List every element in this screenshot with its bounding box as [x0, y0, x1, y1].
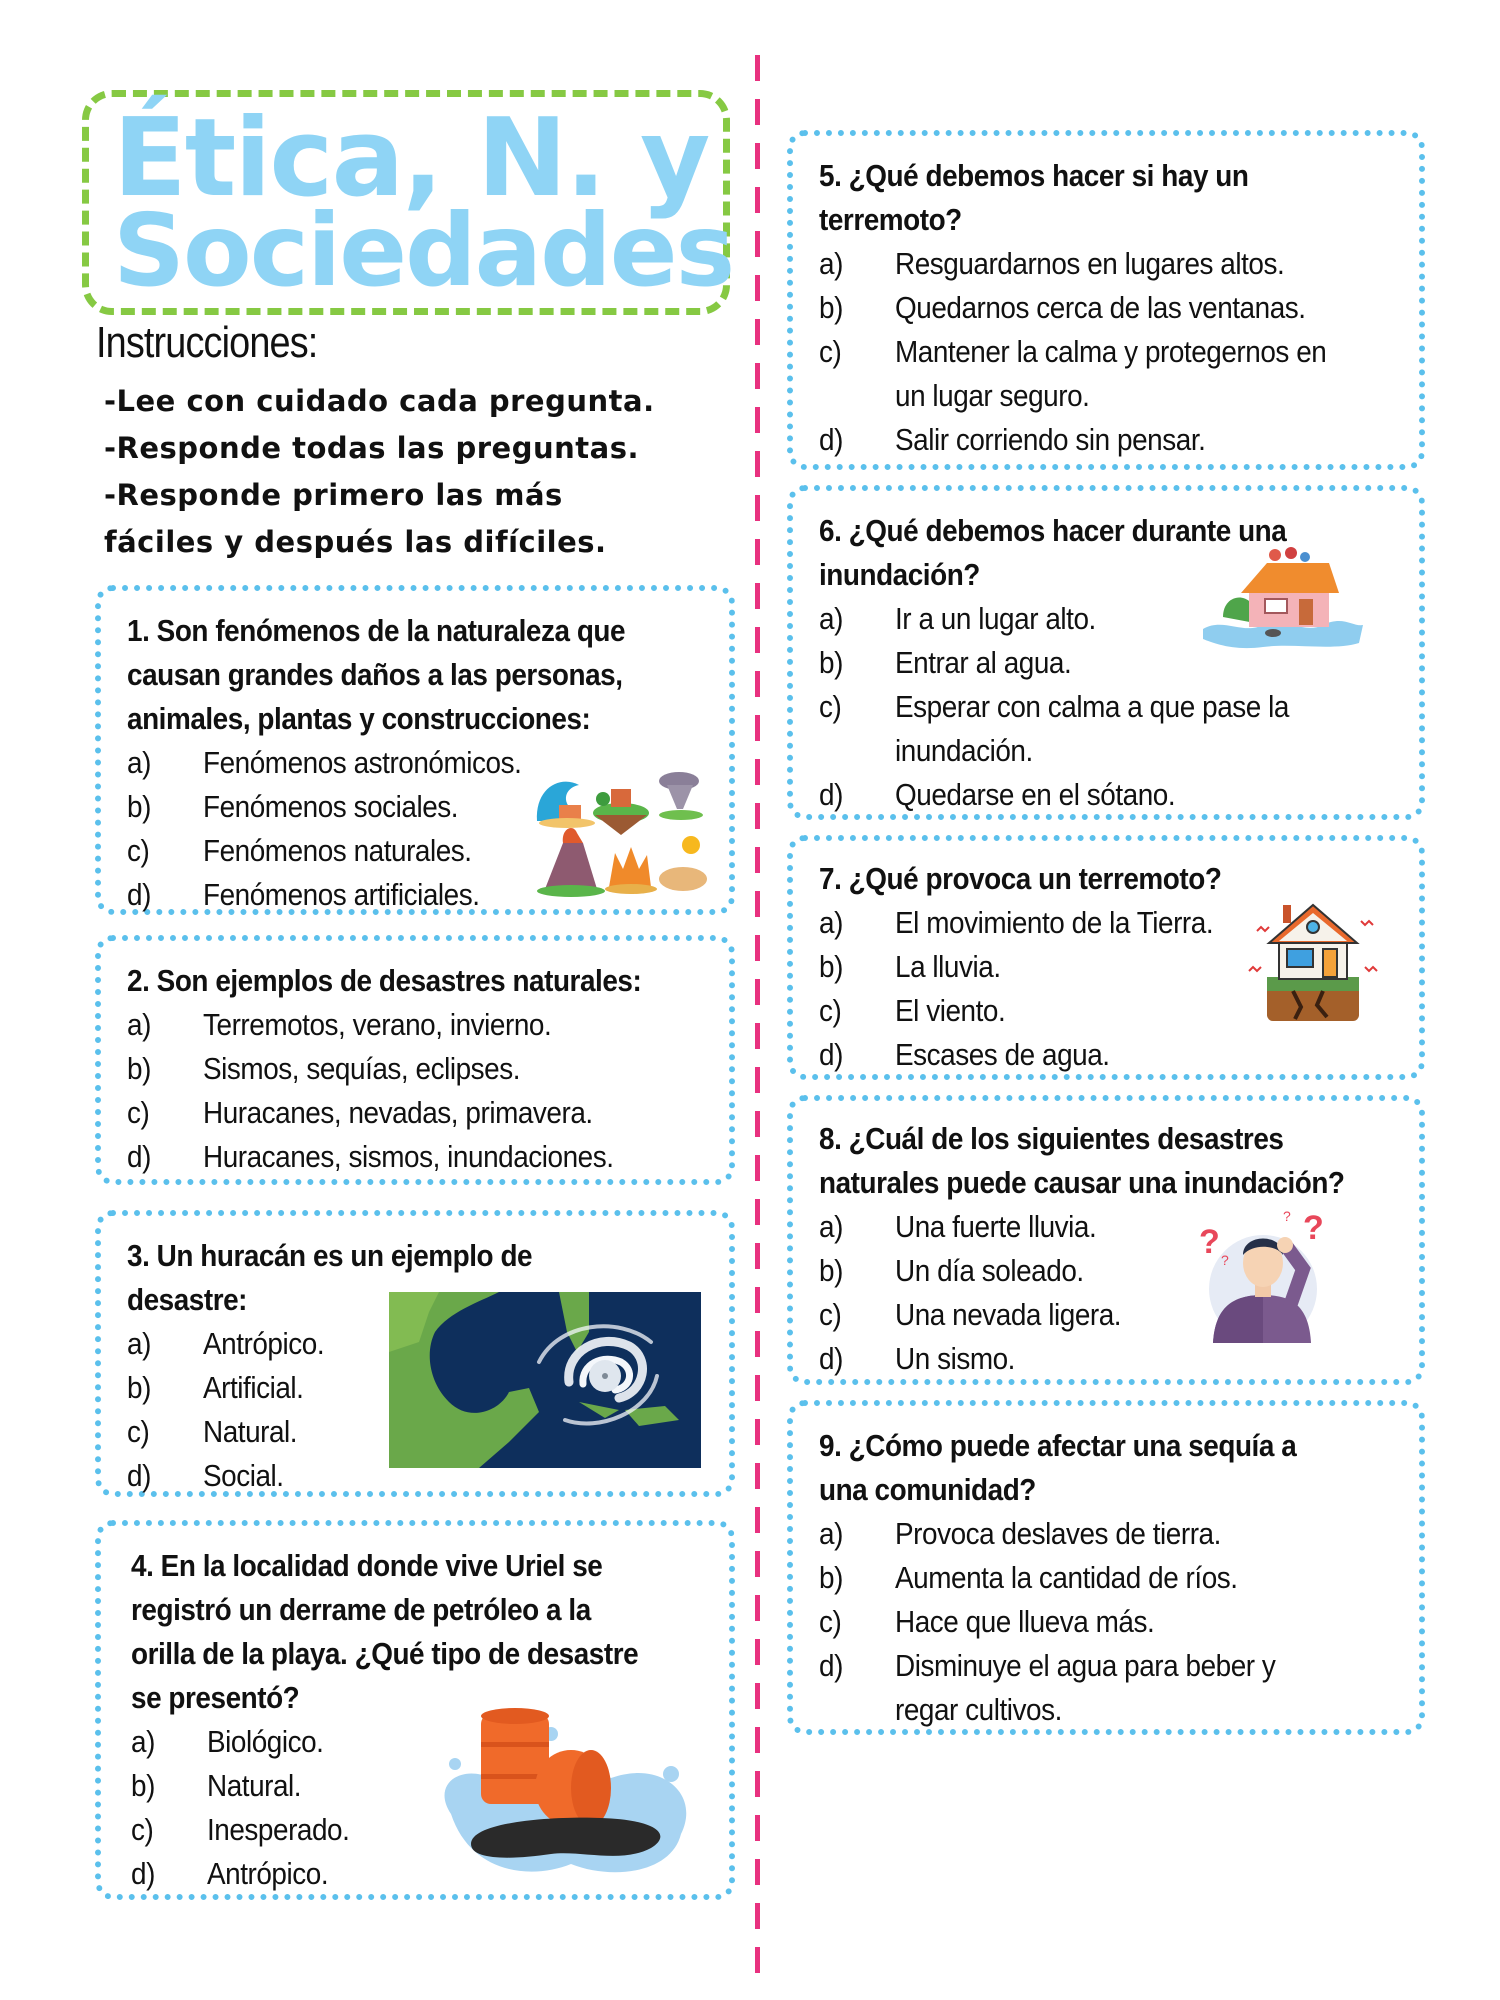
- option-d[interactable]: [819, 1644, 1393, 1732]
- option-label: a): [819, 1516, 843, 1551]
- question-8-text-line: 8. ¿Cuál de los siguientes desastres: [819, 1121, 1284, 1156]
- option-text: El viento.: [895, 993, 1006, 1028]
- option-label: c): [127, 1095, 150, 1130]
- option-text: Sismos, sequías, eclipses.: [203, 1051, 521, 1086]
- option-label: c): [819, 334, 842, 369]
- option-label: a): [819, 1209, 843, 1244]
- option-text: Aumenta la cantidad de ríos.: [895, 1560, 1238, 1595]
- option-text: Huracanes, nevadas, primavera.: [203, 1095, 593, 1130]
- option-d[interactable]: [127, 1135, 703, 1179]
- option-text: Ir a un lugar alto.: [895, 601, 1096, 636]
- option-label: d): [127, 1139, 151, 1174]
- question-2-text-line: 2. Son ejemplos de desastres naturales:: [127, 963, 642, 998]
- option-label: d): [819, 422, 843, 457]
- option-label: b): [819, 645, 843, 680]
- question-7-box: [787, 835, 1425, 1080]
- question-6-text-line: 6. ¿Qué debemos hacer durante una: [819, 513, 1287, 548]
- option-c[interactable]: [819, 1600, 1393, 1644]
- option-label: a): [819, 601, 843, 636]
- option-text: Natural.: [207, 1768, 302, 1803]
- option-label: d): [819, 777, 843, 812]
- option-text: Disminuye el agua para beber y regar cultivos.: [895, 1648, 1276, 1727]
- option-b[interactable]: [127, 1047, 703, 1091]
- natural-disasters-illustration: [531, 769, 711, 899]
- option-text: Fenómenos naturales.: [203, 833, 472, 868]
- question-8-text-line: naturales puede causar una inundación?: [819, 1165, 1345, 1200]
- question-3-text-line: 3. Un huracán es un ejemplo de: [127, 1238, 533, 1273]
- option-label: d): [819, 1037, 843, 1072]
- option-label: b): [127, 1051, 151, 1086]
- option-label: a): [127, 1326, 151, 1361]
- instruction-item: -Responde primero las más: [104, 478, 563, 512]
- question-1-text-line: animales, plantas y construcciones:: [127, 701, 591, 736]
- option-text: Terremotos, verano, invierno.: [203, 1007, 552, 1042]
- option-label: a): [819, 246, 843, 281]
- option-label: d): [131, 1856, 155, 1891]
- svg-text:?: ?: [1283, 1209, 1291, 1224]
- option-label: a): [127, 1007, 151, 1042]
- option-text: Una nevada ligera.: [895, 1297, 1122, 1332]
- option-text: Entrar al agua.: [895, 645, 1072, 680]
- option-label: b): [819, 1560, 843, 1595]
- question-4-text-line: 4. En la localidad donde vive Uriel se: [131, 1548, 603, 1583]
- option-text: Artificial.: [203, 1370, 304, 1405]
- option-text: Quedarse en el sótano.: [895, 777, 1176, 812]
- option-label: b): [127, 789, 151, 824]
- question-4-text-line: orilla de la playa. ¿Qué tipo de desastre: [131, 1636, 639, 1671]
- option-label: a): [127, 745, 151, 780]
- option-label: a): [131, 1724, 155, 1759]
- option-text: La lluvia.: [895, 949, 1001, 984]
- question-9-text-line: 9. ¿Cómo puede afectar una sequía a: [819, 1428, 1297, 1463]
- option-text: Escases de agua.: [895, 1037, 1110, 1072]
- option-d[interactable]: [819, 1033, 1393, 1077]
- question-6-box: [787, 485, 1425, 820]
- shaking-house-illustration: [1243, 891, 1383, 1031]
- question-3-text-line: desastre:: [127, 1282, 248, 1317]
- option-label: c): [127, 1414, 150, 1449]
- question-4-text-line: se presentó?: [131, 1680, 300, 1715]
- oil-spill-illustration: [431, 1704, 701, 1884]
- question-2-box: [95, 935, 735, 1185]
- option-text: Resguardarnos en lugares altos.: [895, 246, 1285, 281]
- option-text: Salir corriendo sin pensar.: [895, 422, 1206, 457]
- option-label: c): [819, 689, 842, 724]
- option-label: c): [819, 1604, 842, 1639]
- option-label: b): [819, 949, 843, 984]
- question-5-box: [787, 130, 1425, 470]
- question-5-text-line: terremoto?: [819, 202, 962, 237]
- instruction-item: -Lee con cuidado cada pregunta.: [104, 384, 655, 418]
- option-label: c): [127, 833, 150, 868]
- instruction-item: -Responde todas las preguntas.: [104, 431, 639, 465]
- option-d[interactable]: [819, 418, 1393, 462]
- option-c[interactable]: [819, 330, 1393, 418]
- option-text: Fenómenos sociales.: [203, 789, 459, 824]
- option-label: d): [127, 877, 151, 912]
- question-1-box: [95, 585, 735, 915]
- option-text: Fenómenos astronómicos.: [203, 745, 522, 780]
- option-label: d): [819, 1648, 843, 1683]
- option-label: c): [131, 1812, 154, 1847]
- option-text: Natural.: [203, 1414, 298, 1449]
- question-7-text-line: 7. ¿Qué provoca un terremoto?: [819, 861, 1222, 896]
- option-a[interactable]: [819, 1512, 1393, 1556]
- option-text: Inesperado.: [207, 1812, 350, 1847]
- option-label: b): [127, 1370, 151, 1405]
- question-4-box: [95, 1520, 735, 1900]
- option-label: a): [819, 905, 843, 940]
- question-9-box: [787, 1400, 1425, 1735]
- svg-text:?: ?: [1303, 1209, 1324, 1247]
- title-line-1: Ética, N. y: [113, 96, 709, 221]
- option-a[interactable]: [819, 242, 1393, 286]
- option-text: Social.: [203, 1458, 284, 1493]
- flooded-house-illustration: [1203, 543, 1363, 653]
- confused-man-illustration: [1193, 1209, 1333, 1349]
- instruction-item: fáciles y después las difíciles.: [104, 525, 607, 559]
- question-5-text-line: 5. ¿Qué debemos hacer si hay un: [819, 158, 1249, 193]
- option-a[interactable]: [127, 1003, 703, 1047]
- question-8-box: [787, 1095, 1425, 1385]
- option-text: El movimiento de la Tierra.: [895, 905, 1214, 940]
- question-4-text-line: registró un derrame de petróleo a la: [131, 1592, 591, 1627]
- option-text: Esperar con calma a que pase la inundación.: [895, 689, 1289, 768]
- option-text: Un día soleado.: [895, 1253, 1084, 1288]
- option-text: Fenómenos artificiales.: [203, 877, 480, 912]
- option-c[interactable]: [819, 685, 1393, 773]
- option-text: Mantener la calma y protegernos en un lugar seguro.: [895, 334, 1327, 413]
- option-label: b): [819, 1253, 843, 1288]
- instructions-heading: Instrucciones:: [96, 318, 318, 367]
- option-text: Provoca deslaves de tierra.: [895, 1516, 1221, 1551]
- option-label: d): [127, 1458, 151, 1493]
- instructions-list: [104, 378, 744, 566]
- question-1-text-line: 1. Son fenómenos de la naturaleza que: [127, 613, 626, 648]
- option-text: Una fuerte lluvia.: [895, 1209, 1097, 1244]
- option-label: b): [819, 290, 843, 325]
- option-text: Huracanes, sismos, inundaciones.: [203, 1139, 614, 1174]
- question-1-text-line: causan grandes daños a las personas,: [127, 657, 623, 692]
- option-label: d): [819, 1341, 843, 1376]
- option-label: c): [819, 1297, 842, 1332]
- option-text: Un sismo.: [895, 1341, 1015, 1376]
- option-d[interactable]: [819, 773, 1393, 817]
- page-divider: [755, 55, 760, 1985]
- option-text: Quedarnos cerca de las ventanas.: [895, 290, 1306, 325]
- svg-text:?: ?: [1199, 1223, 1220, 1261]
- svg-text:?: ?: [1221, 1252, 1229, 1268]
- question-9-text-line: una comunidad?: [819, 1472, 1036, 1507]
- option-b[interactable]: [819, 1556, 1393, 1600]
- option-text: Biológico.: [207, 1724, 324, 1759]
- option-b[interactable]: [819, 286, 1393, 330]
- hurricane-map-illustration: [389, 1292, 701, 1468]
- option-label: c): [819, 993, 842, 1028]
- option-text: Antrópico.: [207, 1856, 329, 1891]
- option-c[interactable]: [127, 1091, 703, 1135]
- option-text: Antrópico.: [203, 1326, 325, 1361]
- option-text: Hace que llueva más.: [895, 1604, 1155, 1639]
- title-box: [82, 90, 734, 315]
- title-line-2: Sociedades: [113, 192, 734, 309]
- question-6-text-line: inundación?: [819, 557, 980, 592]
- option-label: b): [131, 1768, 155, 1803]
- question-3-box: [95, 1210, 735, 1497]
